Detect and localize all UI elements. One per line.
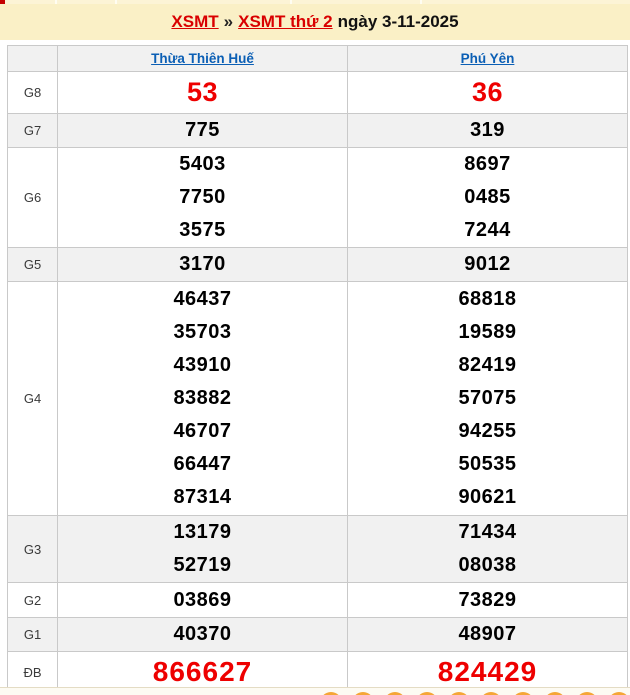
prize-row-g1	[8, 618, 628, 652]
prize-row-g2	[8, 583, 628, 618]
prize-number: 319	[470, 119, 505, 141]
column-header-row	[8, 46, 628, 72]
phuyen-g1-cell	[348, 618, 628, 652]
prize-number: 40370	[173, 623, 232, 645]
prize-number: 57075	[458, 387, 517, 409]
prize-label: G6	[8, 148, 58, 248]
prize-number: 08038	[458, 554, 517, 576]
prize-number: 7750	[179, 186, 226, 208]
prize-number: 7244	[464, 219, 511, 241]
prize-number: 66447	[173, 453, 232, 475]
phuyen-province-link[interactable]: Phú Yên	[460, 51, 515, 66]
results-table	[7, 45, 628, 693]
prize-number: 0485	[464, 186, 511, 208]
phuyen-g3-cell	[348, 516, 628, 583]
prize-label: G1	[8, 618, 58, 652]
hue-province-link[interactable]: Thừa Thiên Huế	[151, 51, 254, 66]
prize-number: 46437	[173, 288, 232, 310]
hue-g7-cell	[58, 114, 348, 148]
phuyen-g4-cell	[348, 282, 628, 516]
prize-number: 68818	[458, 288, 517, 310]
prize-number: 83882	[173, 387, 232, 409]
prize-number: 824429	[437, 656, 538, 687]
prize-number: 73829	[458, 588, 517, 611]
hue-g2-cell	[58, 583, 348, 618]
xsmt-thu2-link[interactable]: XSMT thứ 2	[238, 12, 333, 31]
hue-g4-cell	[58, 282, 348, 516]
phuyen-g7-cell	[348, 114, 628, 148]
prize-number: 43910	[173, 354, 232, 376]
prize-number: 35703	[173, 321, 232, 343]
prize-label: G3	[8, 516, 58, 583]
prize-row-g7	[8, 114, 628, 148]
prize-number: 46707	[173, 420, 232, 442]
prize-number: 775	[185, 119, 220, 141]
phuyen-g5-cell	[348, 248, 628, 282]
prize-number: 94255	[458, 420, 517, 442]
column-header-phuyen	[348, 46, 628, 72]
corner-cell	[8, 46, 58, 72]
title-bar	[0, 4, 630, 40]
prize-row-g8	[8, 72, 628, 114]
prize-number: 87314	[173, 486, 232, 508]
prize-number: 13179	[173, 521, 232, 543]
prize-number: 3170	[179, 253, 226, 275]
prize-number: 52719	[173, 554, 232, 576]
xsmt-link[interactable]: XSMT	[171, 12, 219, 31]
prize-number: 03869	[173, 588, 232, 611]
prize-number: 71434	[458, 521, 517, 543]
prize-number: 19589	[458, 321, 517, 343]
prize-number: 82419	[458, 354, 517, 376]
prize-number: 8697	[464, 153, 511, 175]
prize-row-g3	[8, 516, 628, 583]
prize-label: ĐB	[8, 652, 58, 693]
prize-number: 9012	[464, 253, 511, 275]
prize-label: G4	[8, 282, 58, 516]
prize-number: 5403	[179, 153, 226, 175]
phuyen-g2-cell	[348, 583, 628, 618]
prize-number: 3575	[179, 219, 226, 241]
hue-g3-cell	[58, 516, 348, 583]
hue-g6-cell	[58, 148, 348, 248]
prize-number: 50535	[458, 453, 517, 475]
prize-row-g4	[8, 282, 628, 516]
hue-g5-cell	[58, 248, 348, 282]
phuyen-g6-cell	[348, 148, 628, 248]
prize-label: G5	[8, 248, 58, 282]
phuyen-g8-cell	[348, 72, 628, 114]
prize-label: G7	[8, 114, 58, 148]
prize-number: 866627	[152, 656, 253, 687]
draw-date: ngày 3-11-2025	[337, 12, 459, 31]
prize-number: 36	[471, 77, 504, 107]
hue-g1-cell	[58, 618, 348, 652]
prize-number: 48907	[458, 623, 517, 645]
prize-label: G8	[8, 72, 58, 114]
prize-label: G2	[8, 583, 58, 618]
prize-row-g6	[8, 148, 628, 248]
hue-g8-cell	[58, 72, 348, 114]
column-header-hue	[58, 46, 348, 72]
prize-row-g5	[8, 248, 628, 282]
prize-number: 53	[186, 77, 219, 107]
breadcrumb-separator: »	[223, 12, 234, 31]
bottom-strip	[0, 687, 630, 695]
prize-number: 90621	[458, 486, 517, 508]
